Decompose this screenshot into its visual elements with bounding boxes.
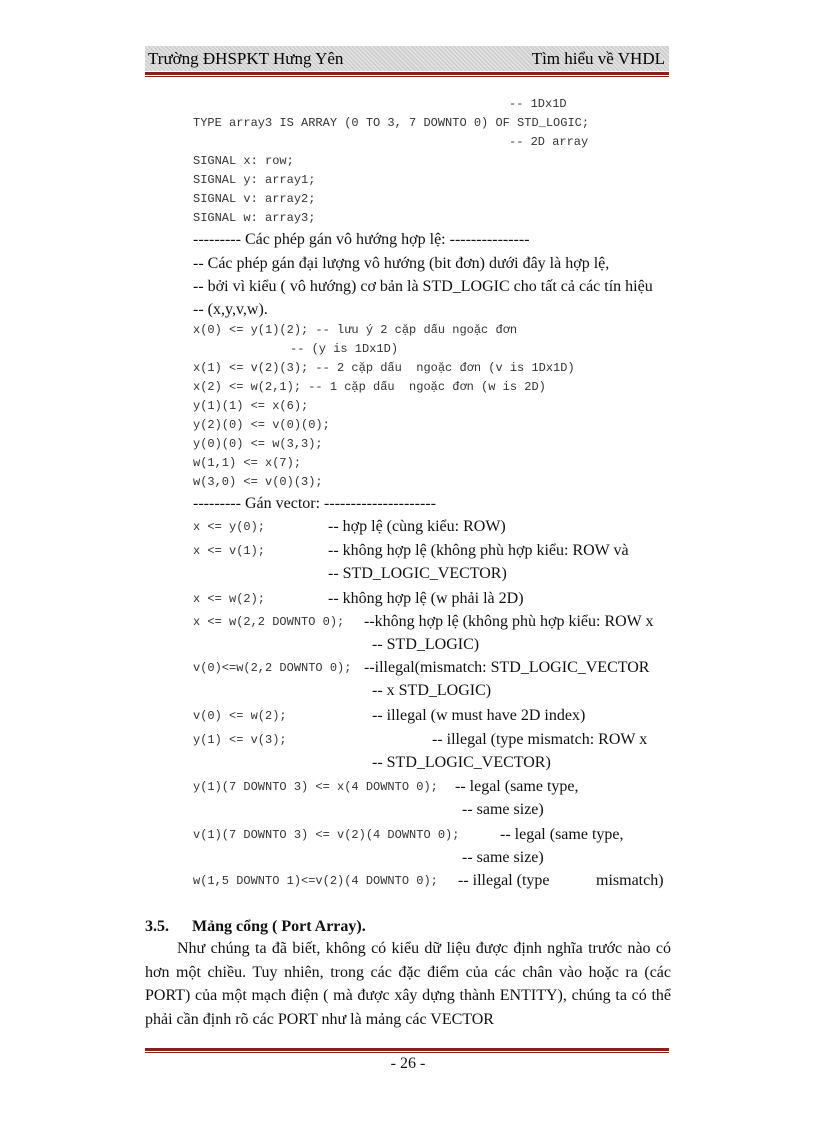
comment-line: -- không hợp lệ (không phù hợp kiểu: ROW và — [328, 542, 629, 559]
comment-line: -- bởi vì kiểu ( vô hướng) cơ bản là STD_LOGIC cho tất cả các tín hiệu — [193, 278, 653, 295]
comment-line: -- legal (same type, — [455, 778, 579, 795]
code-line: y(1) <= v(3); — [193, 733, 287, 747]
code-line: v(0) <= w(2); — [193, 709, 287, 723]
header-title: Tìm hiểu về VHDL — [531, 49, 665, 68]
code-line: x <= w(2,2 DOWNTO 0); — [193, 615, 345, 629]
comment-line: -- không hợp lệ (w phải là 2D) — [328, 590, 524, 607]
comment-line: --------- Các phép gán vô hướng hợp lệ: --------------- — [193, 231, 530, 248]
code-line: TYPE array3 IS ARRAY (0 TO 3, 7 DOWNTO 0) OF STD_LOGIC; — [193, 116, 590, 130]
footer-rule-thin — [145, 1052, 669, 1053]
code-line: w(1,5 DOWNTO 1)<=v(2)(4 DOWNTO 0); — [193, 874, 438, 888]
code-line: v(0)<=w(2,2 DOWNTO 0); — [193, 661, 352, 675]
code-line: -- 1Dx1D — [509, 97, 567, 111]
page-number: - 26 - — [390, 1055, 426, 1072]
code-line: w(3,0) <= v(0)(3); — [193, 475, 323, 489]
comment-line: -- x STD_LOGIC) — [372, 682, 492, 699]
code-line: y(1)(1) <= x(6); — [193, 399, 309, 413]
comment-line: -- illegal (type — [458, 872, 550, 889]
comment-line: -- STD_LOGIC_VECTOR) — [372, 754, 551, 771]
comment-line: --illegal(mismatch: STD_LOGIC_VECTOR — [364, 659, 650, 676]
code-line: -- 2D array — [509, 135, 589, 149]
code-line: y(1)(7 DOWNTO 3) <= x(4 DOWNTO 0); — [193, 780, 438, 794]
header-school: Trường ĐHSPKT Hưng Yên — [148, 49, 344, 68]
comment-line: -- legal (same type, — [500, 826, 624, 843]
comment-line: -- STD_LOGIC) — [372, 636, 480, 653]
comment-line: -- Các phép gán đại lượng vô hướng (bit đơn) dưới đây là hợp lệ, — [193, 255, 610, 272]
comment-line: -- hợp lệ (cùng kiểu: ROW) — [328, 518, 506, 535]
code-line: x(1) <= v(2)(3); -- 2 cặp dấu ngoặc đơn (v is 1Dx1D) — [193, 361, 575, 375]
section-title: Mảng cổng ( Port Array). — [192, 918, 366, 935]
footer-rule — [145, 1048, 669, 1051]
code-line: v(1)(7 DOWNTO 3) <= v(2)(4 DOWNTO 0); — [193, 828, 460, 842]
comment-line: -- illegal (type mismatch: ROW x — [432, 731, 648, 748]
code-line: -- (y is 1Dx1D) — [290, 342, 399, 356]
code-line: x <= v(1); — [193, 544, 266, 558]
comment-line: -- (x,y,v,w). — [193, 301, 268, 318]
code-line: SIGNAL x: row; — [193, 154, 294, 168]
comment-line: mismatch) — [596, 872, 664, 889]
code-line: SIGNAL w: array3; — [193, 211, 316, 225]
comment-line: -- same size) — [462, 801, 544, 818]
code-line: w(1,1) <= x(7); — [193, 456, 302, 470]
code-line: x(0) <= y(1)(2); -- lưu ý 2 cặp dấu ngoặc đơn — [193, 323, 518, 337]
section-number: 3.5. — [145, 918, 169, 935]
comment-line: -- illegal (w must have 2D index) — [372, 707, 586, 724]
code-line: x(2) <= w(2,1); -- 1 cặp dấu ngoặc đơn (w is 2D) — [193, 380, 546, 394]
code-line: SIGNAL y: array1; — [193, 173, 316, 187]
comment-line: -- same size) — [462, 849, 544, 866]
code-line: SIGNAL v: array2; — [193, 192, 316, 206]
comment-line: --không hợp lệ (không phù hợp kiểu: ROW x — [364, 613, 654, 630]
code-line: y(0)(0) <= w(3,3); — [193, 437, 323, 451]
code-line: y(2)(0) <= v(0)(0); — [193, 418, 330, 432]
section-body: Như chúng ta đã biết, không có kiểu dữ liệu được định nghĩa trước nào có hơn một chiều. Tuy nhiên, trong các đặc điểm của các chân vào hoặc ra (các PORT) của một mạch điện ( mà được xây dựng thành ENTITY), chúng ta có thể phải cần định rõ các PORT như là mảng các VECTOR — [145, 940, 671, 1028]
code-line: x <= y(0); — [193, 520, 266, 534]
comment-line: --------- Gán vector: --------------------- — [193, 495, 436, 512]
code-line: x <= w(2); — [193, 592, 266, 606]
comment-line: -- STD_LOGIC_VECTOR) — [328, 565, 507, 582]
